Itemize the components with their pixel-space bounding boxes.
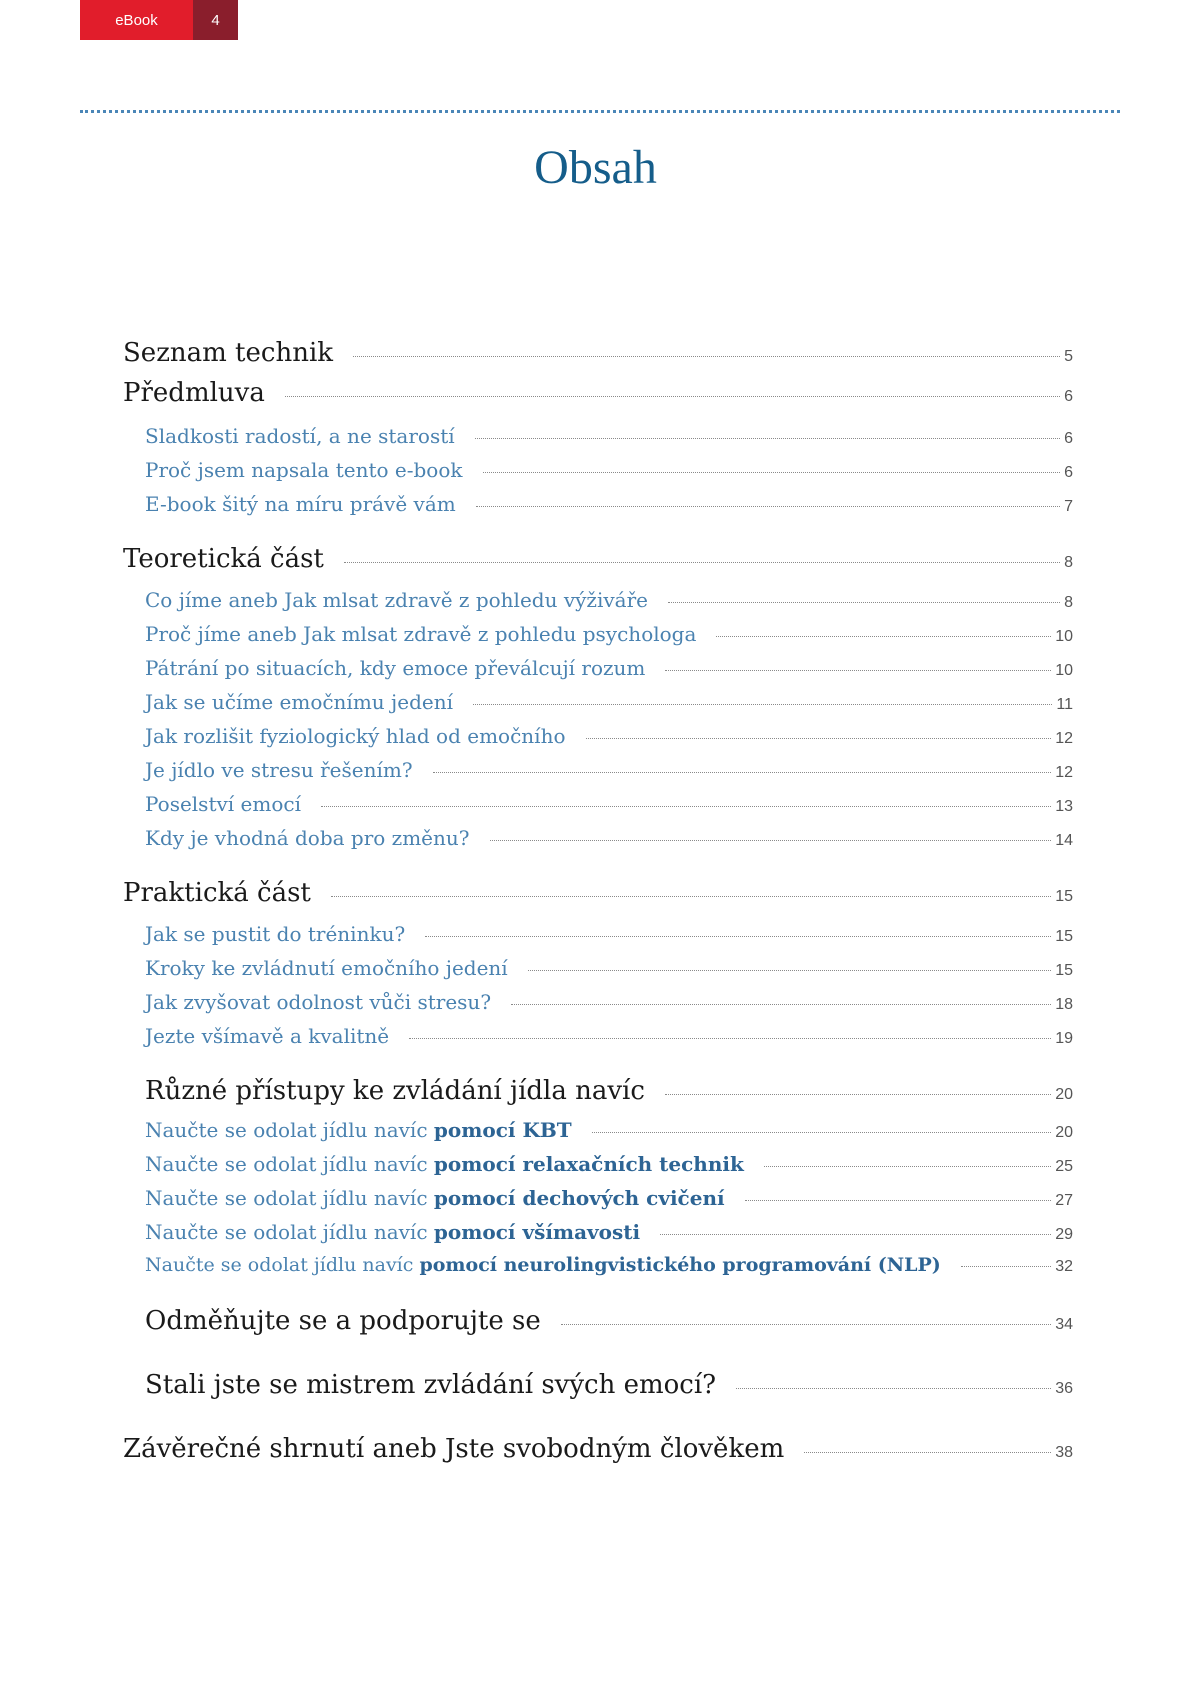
dot-leader (331, 896, 1051, 897)
toc-page-number: 19 (1055, 1030, 1073, 1047)
dot-leader (475, 438, 1060, 439)
toc-entry-text: Různé přístupy ke zvládání jídla navíc (145, 1076, 645, 1106)
toc-page-number: 10 (1055, 628, 1073, 645)
toc-page-number: 7 (1064, 498, 1073, 515)
toc-entry-seznam-technik[interactable] (123, 338, 1073, 368)
dot-leader (561, 1324, 1051, 1325)
dot-leader (745, 1200, 1052, 1201)
toc-subentry[interactable] (145, 492, 1073, 516)
dot-leader (764, 1166, 1051, 1167)
toc-entry-text: Je jídlo ve stresu řešením? (145, 758, 413, 782)
toc-page-number: 13 (1055, 798, 1073, 815)
toc-page-number: 6 (1064, 388, 1073, 405)
toc-entry-text: Sladkosti radostí, a ne starostí (145, 424, 455, 448)
toc-entry-text: Naučte se odolat jídlu navíc pomocí relaxačních technik (145, 1152, 744, 1176)
toc-page-number: 8 (1064, 594, 1073, 611)
toc-subentry[interactable] (145, 1118, 1073, 1142)
toc-entry-text: Proč jíme aneb Jak mlsat zdravě z pohledu psychologa (145, 622, 697, 646)
toc-entry-text: Kroky ke zvládnutí emočního jedení (145, 956, 508, 980)
toc-page-number: 5 (1064, 348, 1073, 365)
toc-subentry[interactable] (145, 1024, 1073, 1048)
dot-leader (528, 970, 1052, 971)
toc-entry-text: Jak se pustit do tréninku? (145, 922, 406, 946)
toc-page-number: 15 (1055, 928, 1073, 945)
toc-entry-text: Odměňujte se a podporujte se (145, 1306, 541, 1336)
dot-leader (490, 840, 1052, 841)
dot-leader (961, 1266, 1051, 1267)
toc-entry-text: Praktická část (123, 878, 311, 908)
toc-entry-text: Jak se učíme emočnímu jedení (145, 690, 453, 714)
toc-page-number: 36 (1055, 1380, 1073, 1397)
ebook-tab-label: eBook (80, 0, 193, 40)
toc-subentry[interactable] (145, 922, 1073, 946)
dot-leader (285, 396, 1060, 397)
dot-leader (665, 1094, 1051, 1095)
toc-page-number: 18 (1055, 996, 1073, 1013)
toc-entry-text: Kdy je vhodná doba pro změnu? (145, 826, 470, 850)
toc-entry-text: Naučte se odolat jídlu navíc pomocí neurolingvistického programování (NLP) (145, 1254, 941, 1276)
dot-leader (716, 636, 1051, 637)
toc-subentry[interactable] (145, 724, 1073, 748)
toc-page-number: 6 (1064, 430, 1073, 447)
toc-subentry[interactable] (145, 458, 1073, 482)
toc-subentry[interactable] (145, 792, 1073, 816)
dot-leader (483, 472, 1061, 473)
toc-entry-predmluva[interactable] (123, 378, 1073, 408)
dotted-divider (80, 110, 1120, 113)
toc-page-number: 12 (1055, 764, 1073, 781)
toc-entry-text: Pátrání po situacích, kdy emoce převálcují rozum (145, 656, 646, 680)
dot-leader (592, 1132, 1052, 1133)
toc-subentry[interactable] (145, 956, 1073, 980)
toc-entry-text: Poselství emocí (145, 792, 301, 816)
toc-page-number: 20 (1055, 1086, 1073, 1103)
dot-leader (668, 602, 1060, 603)
toc-page-number: 20 (1055, 1124, 1073, 1141)
toc-entry-text: Jak rozlišit fyziologický hlad od emočního (145, 724, 566, 748)
toc-entry-text: Teoretická část (123, 544, 324, 574)
toc-subentry[interactable] (145, 588, 1073, 612)
toc-entry-text: Proč jsem napsala tento e-book (145, 458, 463, 482)
toc-subentry[interactable] (145, 826, 1073, 850)
toc-entry-prakticka-cast[interactable] (123, 878, 1073, 908)
toc-entry-text: Co jíme aneb Jak mlsat zdravě z pohledu výživáře (145, 588, 648, 612)
toc-entry-text: Naučte se odolat jídlu navíc pomocí KBT (145, 1118, 572, 1142)
toc-page-number: 38 (1055, 1444, 1073, 1461)
dot-leader (353, 356, 1060, 357)
toc-page-number: 12 (1055, 730, 1073, 747)
dot-leader (425, 936, 1051, 937)
dot-leader (665, 670, 1051, 671)
toc-entry-teoreticka-cast[interactable] (123, 544, 1073, 574)
toc-page-number: 11 (1056, 696, 1073, 713)
toc-entry-text: E-book šitý na míru právě vám (145, 492, 456, 516)
toc-page-number: 15 (1055, 962, 1073, 979)
toc-subentry[interactable] (145, 990, 1073, 1014)
dot-leader (736, 1388, 1051, 1389)
dot-leader (586, 738, 1052, 739)
toc-subentry[interactable] (145, 1254, 1073, 1276)
toc-page-number: 6 (1064, 464, 1073, 481)
toc-subentry[interactable] (145, 424, 1073, 448)
toc-entry-ruzne-pristupy[interactable] (145, 1076, 1073, 1106)
toc-entry-text: Seznam technik (123, 338, 334, 368)
toc-entry-text: Závěrečné shrnutí aneb Jste svobodným člověkem (123, 1434, 785, 1464)
toc-entry-odmenujte-se[interactable] (145, 1306, 1073, 1336)
toc-page-number: 8 (1064, 554, 1073, 571)
toc-entry-text: Předmluva (123, 378, 265, 408)
toc-subentry[interactable] (145, 690, 1073, 714)
toc-page-number: 10 (1055, 662, 1073, 679)
toc-entry-text: Jak zvyšovat odolnost vůči stresu? (145, 990, 492, 1014)
dot-leader (409, 1038, 1051, 1039)
toc-page-number: 29 (1055, 1226, 1073, 1243)
toc-entry-stali-jste-se-mistrem[interactable] (145, 1370, 1073, 1400)
toc-subentry[interactable] (145, 1152, 1073, 1176)
toc-entry-text: Naučte se odolat jídlu navíc pomocí všímavosti (145, 1220, 641, 1244)
toc-subentry[interactable] (145, 758, 1073, 782)
dot-leader (804, 1452, 1051, 1453)
toc-page-number: 32 (1055, 1258, 1073, 1275)
toc-page-number: 15 (1055, 888, 1073, 905)
toc-page-number: 34 (1055, 1316, 1073, 1333)
toc-entry-text: Naučte se odolat jídlu navíc pomocí dechových cvičení (145, 1186, 725, 1210)
toc-entry-text: Stali jste se mistrem zvládání svých emocí? (145, 1370, 717, 1400)
dot-leader (344, 562, 1060, 563)
page-number-badge: 4 (193, 0, 238, 40)
dot-leader (660, 1234, 1051, 1235)
toc-subentry[interactable] (145, 1220, 1073, 1244)
dot-leader (511, 1004, 1051, 1005)
toc-entry-zaverecne-shrnuti[interactable] (123, 1434, 1073, 1464)
dot-leader (321, 806, 1051, 807)
dot-leader (473, 704, 1052, 705)
toc-subentry[interactable] (145, 656, 1073, 680)
dot-leader (476, 506, 1060, 507)
dot-leader (433, 772, 1052, 773)
toc-page-number: 25 (1055, 1158, 1073, 1175)
toc-subentry[interactable] (145, 622, 1073, 646)
page-title: Obsah (534, 141, 657, 194)
toc-subentry[interactable] (145, 1186, 1073, 1210)
toc-page-number: 14 (1055, 832, 1073, 849)
toc-entry-text: Jezte všímavě a kvalitně (145, 1024, 390, 1048)
toc-page-number: 27 (1055, 1192, 1073, 1209)
